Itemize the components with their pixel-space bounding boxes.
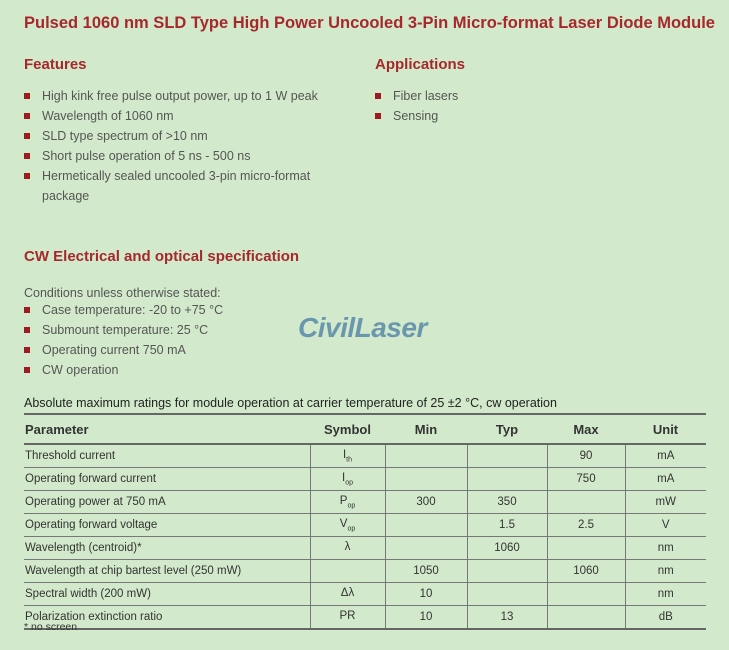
list-item: Case temperature: -20 to +75 °C (24, 300, 223, 320)
column-header: Parameter (24, 414, 310, 444)
table-row (24, 514, 706, 537)
list-item: High kink free pulse output power, up to 1 W peak (24, 86, 334, 106)
symbol: PR (339, 609, 356, 622)
applications-list (375, 86, 458, 126)
cell-max (547, 606, 625, 630)
table-row (24, 583, 706, 606)
cell-sym (310, 444, 385, 468)
symbol-subscript: op (347, 525, 356, 533)
civillaser-logo: CivilLaser (298, 312, 427, 343)
table-row (24, 560, 706, 583)
cell-param: Wavelength at chip bartest level (250 mW) (24, 560, 310, 583)
cell-sym (310, 560, 385, 583)
cell-max (547, 537, 625, 560)
page-title: Pulsed 1060 nm SLD Type High Power Uncooled 3-Pin Micro-format Laser Diode Module (24, 14, 715, 32)
cell-typ: 1060 (467, 537, 547, 560)
list-item: Operating current 750 mA (24, 340, 223, 360)
table-row (24, 537, 706, 560)
symbol: I (342, 448, 347, 461)
list-item: Sensing (375, 106, 458, 126)
cell-sym (310, 468, 385, 491)
symbol: λ (344, 540, 351, 553)
list-item: Submount temperature: 25 °C (24, 320, 223, 340)
features-heading: Features (24, 56, 87, 73)
symbol: Δλ (340, 586, 355, 599)
cell-typ (467, 444, 547, 468)
cell-unit: mA (625, 468, 706, 491)
cw-heading: CW Electrical and optical specification (24, 248, 300, 265)
cell-max (547, 491, 625, 514)
cell-sym (310, 583, 385, 606)
cell-unit: nm (625, 583, 706, 606)
table-caption: Absolute maximum ratings for module operation at carrier temperature of 25 ±2 °C, cw operation (24, 396, 557, 410)
features-list (24, 86, 334, 206)
cell-min: 1050 (385, 560, 467, 583)
cell-sym (310, 491, 385, 514)
cell-unit: mA (625, 444, 706, 468)
cell-max: 90 (547, 444, 625, 468)
column-header: Min (385, 414, 467, 444)
cell-max: 1060 (547, 560, 625, 583)
symbol: V (339, 517, 348, 530)
symbol-subscript: op (347, 502, 356, 510)
cell-unit: dB (625, 606, 706, 630)
cell-min: 300 (385, 491, 467, 514)
cell-min: 10 (385, 583, 467, 606)
cell-typ (467, 560, 547, 583)
table-row (24, 468, 706, 491)
symbol-subscript: th (346, 456, 353, 464)
conditions-list (24, 300, 223, 380)
cell-min: 10 (385, 606, 467, 630)
cell-unit: nm (625, 537, 706, 560)
table-row (24, 444, 706, 468)
cell-param: Operating forward voltage (24, 514, 310, 537)
cell-unit: V (625, 514, 706, 537)
cell-typ (467, 468, 547, 491)
list-item: Wavelength of 1060 nm (24, 106, 334, 126)
table-row (24, 491, 706, 514)
list-item: CW operation (24, 360, 223, 380)
column-header: Symbol (310, 414, 385, 444)
list-item: Short pulse operation of 5 ns - 500 ns (24, 146, 334, 166)
cell-max: 2.5 (547, 514, 625, 537)
column-header: Max (547, 414, 625, 444)
cell-typ: 13 (467, 606, 547, 630)
cell-min (385, 537, 467, 560)
cell-sym (310, 537, 385, 560)
cell-max: 750 (547, 468, 625, 491)
cell-param: Operating forward current (24, 468, 310, 491)
cell-unit: nm (625, 560, 706, 583)
cell-min (385, 444, 467, 468)
cell-param: Polarization extinction ratio (24, 606, 310, 630)
list-item: Fiber lasers (375, 86, 458, 106)
symbol: I (342, 471, 346, 484)
conditions-label: Conditions unless otherwise stated: (24, 286, 221, 300)
cell-unit: mW (625, 491, 706, 514)
cell-sym (310, 514, 385, 537)
cell-min (385, 468, 467, 491)
column-header: Typ (467, 414, 547, 444)
symbol-subscript: op (345, 479, 353, 487)
cell-typ (467, 583, 547, 606)
footnote: * no screen (24, 621, 78, 633)
list-item: SLD type spectrum of >10 nm (24, 126, 334, 146)
column-header: Unit (625, 414, 706, 444)
symbol: P (339, 494, 348, 507)
cell-param: Threshold current (24, 444, 310, 468)
list-item: Hermetically sealed uncooled 3-pin micro-format package (24, 166, 334, 206)
cell-param: Spectral width (200 mW) (24, 583, 310, 606)
cell-param: Wavelength (centroid)* (24, 537, 310, 560)
cell-sym (310, 606, 385, 630)
spec-table (24, 413, 706, 630)
cell-param: Operating power at 750 mA (24, 491, 310, 514)
cell-min (385, 514, 467, 537)
table-row (24, 606, 706, 630)
cell-typ: 350 (467, 491, 547, 514)
cell-typ: 1.5 (467, 514, 547, 537)
cell-max (547, 583, 625, 606)
applications-heading: Applications (375, 56, 466, 73)
